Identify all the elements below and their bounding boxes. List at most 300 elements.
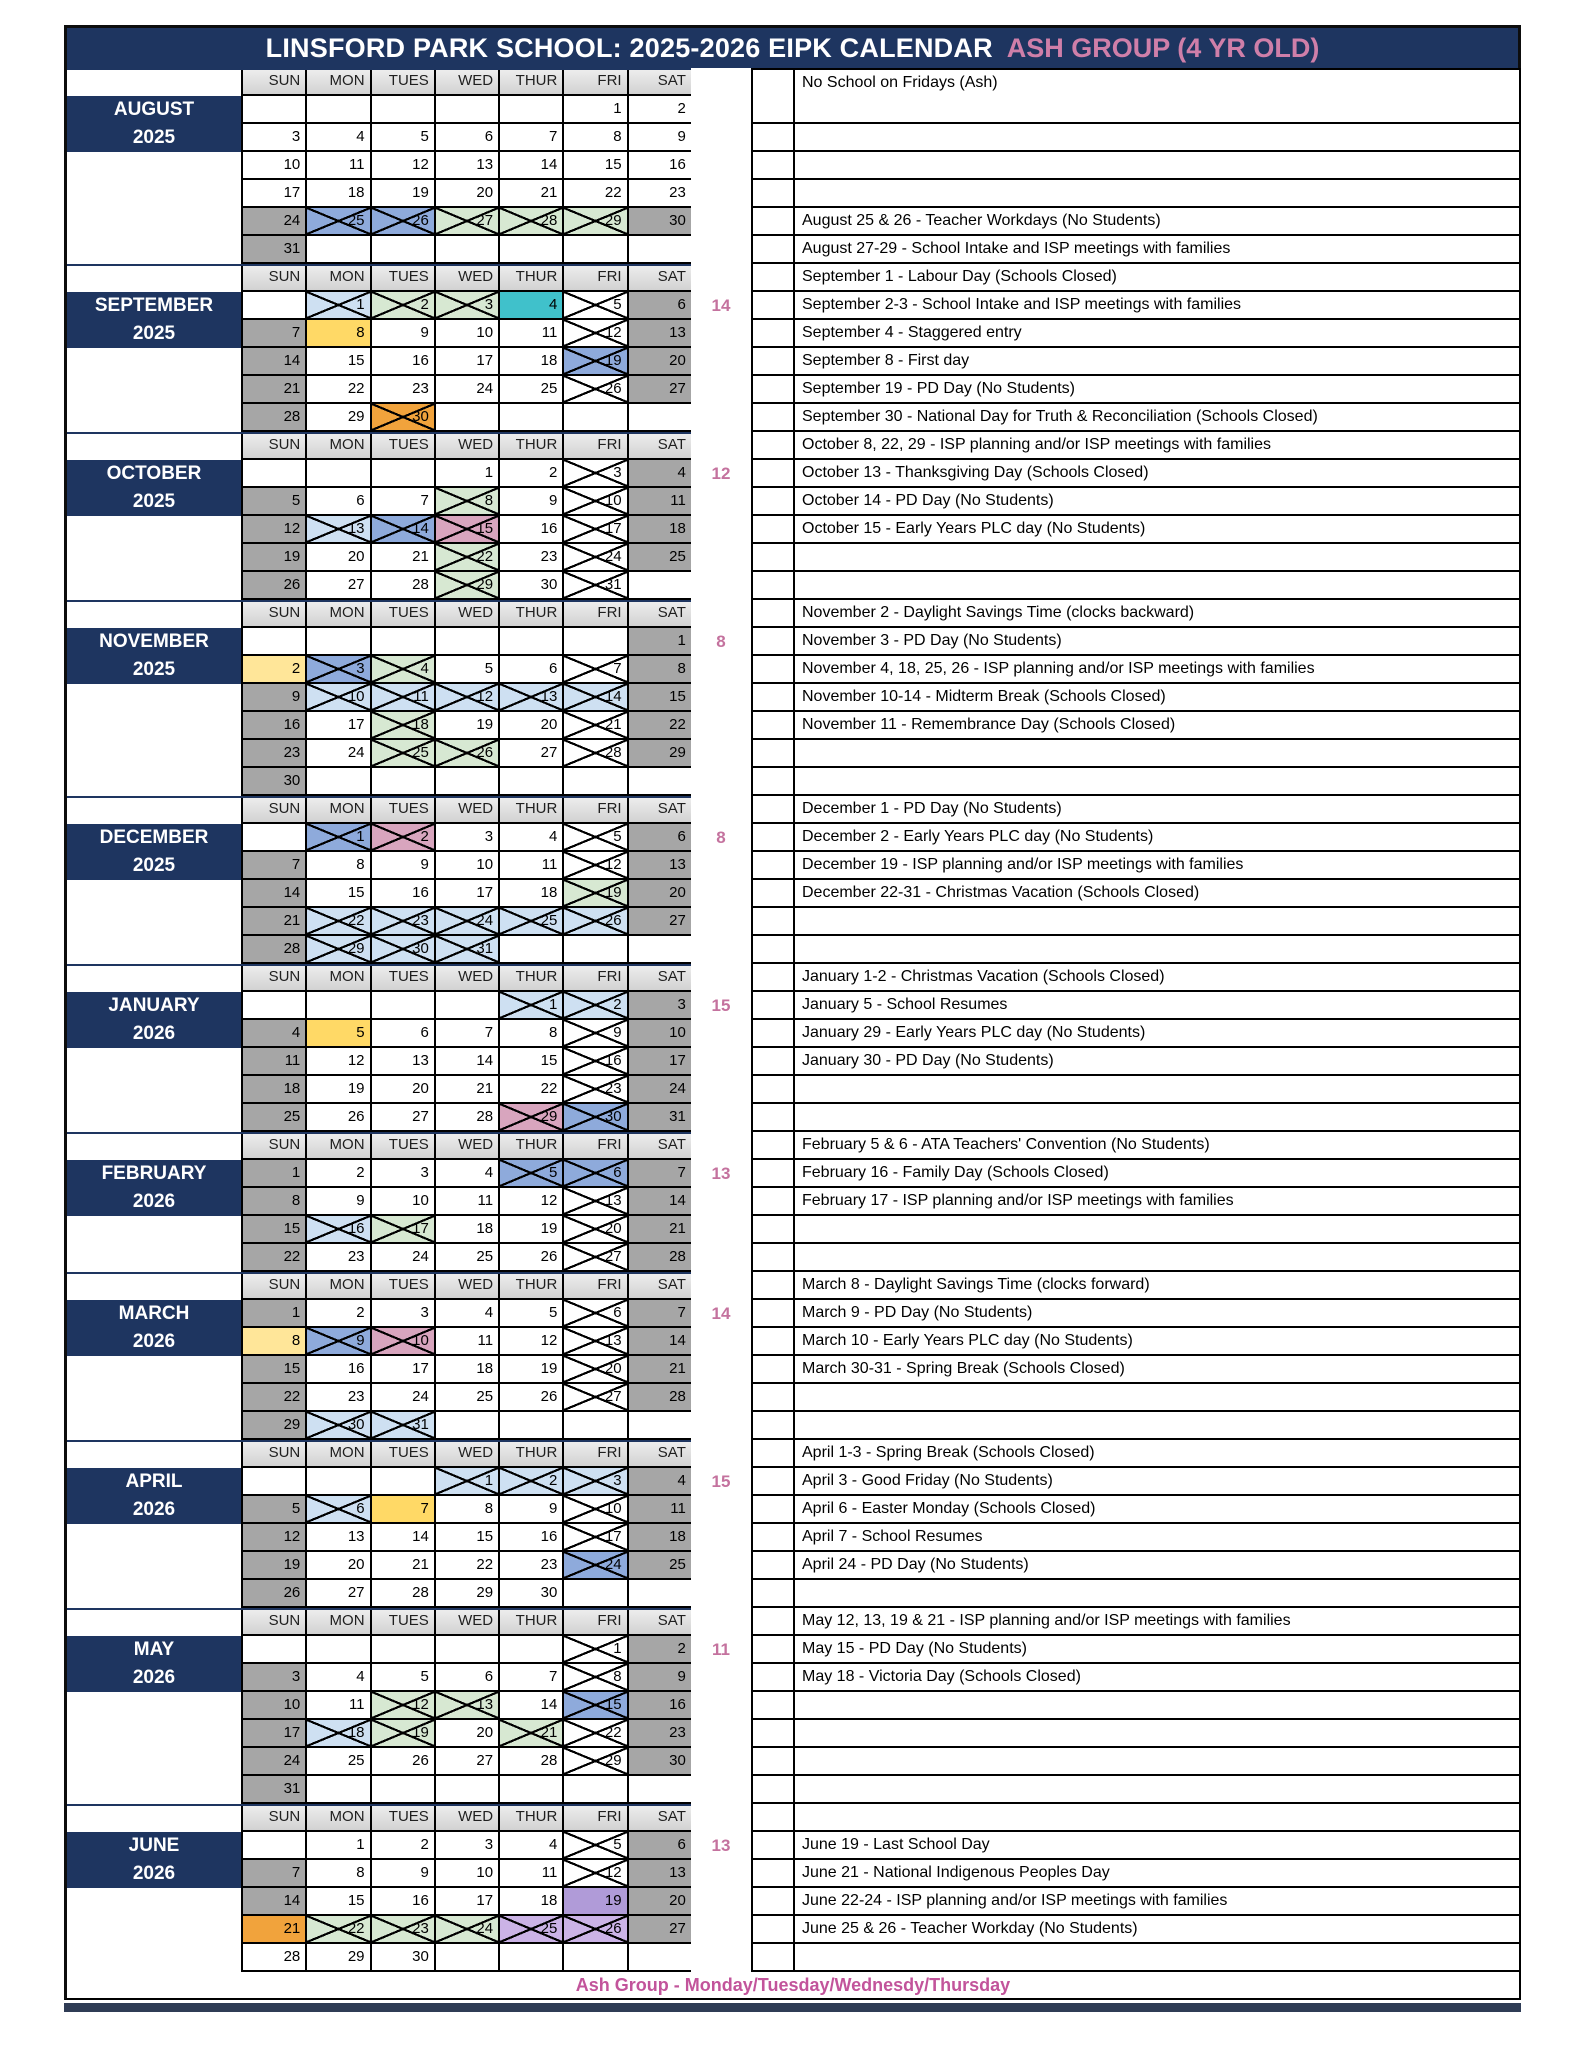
month-name: MARCH <box>118 1303 190 1324</box>
legend-row <box>751 1748 1521 1776</box>
group-title: ASH GROUP (4 YR OLD) <box>1006 32 1320 63</box>
day-header-cell: SAT <box>629 1132 693 1160</box>
day-header-cell: WED <box>436 796 500 824</box>
day-cell: 7 <box>629 1300 693 1328</box>
month-label-november <box>67 628 241 684</box>
day-cell: 15 <box>564 1692 628 1720</box>
day-header-cell: WED <box>436 964 500 992</box>
legend-swatch <box>751 1468 795 1496</box>
week-row <box>243 572 691 600</box>
day-cell: 31 <box>243 1776 307 1804</box>
days-count-col <box>691 964 751 1132</box>
day-cell: 18 <box>500 348 564 376</box>
day-cell: 16 <box>243 712 307 740</box>
week-row <box>243 516 691 544</box>
week-row <box>243 1580 691 1608</box>
day-cell: 6 <box>564 1300 628 1328</box>
legend-text: No School on Fridays (Ash) <box>795 68 1521 98</box>
day-header-row <box>243 964 691 992</box>
legend-row <box>751 684 1521 712</box>
legend-text: December 1 - PD Day (No Students) <box>795 796 1521 824</box>
day-cell: 15 <box>307 348 371 376</box>
day-cell: 30 <box>500 572 564 600</box>
legend-text-empty <box>795 1776 1521 1804</box>
legend-row <box>751 488 1521 516</box>
day-header-cell: FRI <box>564 600 628 628</box>
day-header-cell: SUN <box>243 68 307 96</box>
week-row <box>243 908 691 936</box>
day-cell: 18 <box>629 516 693 544</box>
day-cell: 30 <box>243 768 307 796</box>
legend-swatch <box>751 1524 795 1552</box>
legend-row <box>751 1216 1521 1244</box>
month-year: 2025 <box>132 127 176 148</box>
empty-day-cell <box>372 96 436 124</box>
week-row <box>243 1496 691 1524</box>
day-cell: 24 <box>436 1916 500 1944</box>
legend-text: April 6 - Easter Monday (Schools Closed) <box>795 1496 1521 1524</box>
day-cell: 8 <box>500 1020 564 1048</box>
day-header-cell: SUN <box>243 432 307 460</box>
legend-swatch <box>751 1300 795 1328</box>
legend-text-empty <box>795 1244 1521 1272</box>
week-row <box>243 376 691 404</box>
week-row <box>243 1636 691 1664</box>
legend-swatch <box>751 1188 795 1216</box>
school-days-count: 8 <box>716 828 726 847</box>
school-days-count: 15 <box>711 1472 731 1491</box>
week-row <box>243 1384 691 1412</box>
day-cell: 10 <box>307 684 371 712</box>
month-year: 2026 <box>132 1191 176 1212</box>
day-header-cell: THUR <box>500 600 564 628</box>
legend-row <box>751 208 1521 236</box>
legend-row <box>751 740 1521 768</box>
day-cell: 7 <box>243 852 307 880</box>
day-header-cell: TUES <box>372 1608 436 1636</box>
legend-row <box>751 96 1521 124</box>
day-cell: 21 <box>500 1720 564 1748</box>
legend-col <box>751 1804 1521 1972</box>
day-cell: 5 <box>372 1664 436 1692</box>
day-cell: 19 <box>500 1356 564 1384</box>
week-row <box>243 488 691 516</box>
day-header-cell: MON <box>307 1440 371 1468</box>
legend-row <box>751 1580 1521 1608</box>
month-label-april <box>67 1468 241 1524</box>
day-cell: 20 <box>307 1552 371 1580</box>
day-header-cell: WED <box>436 432 500 460</box>
day-cell: 16 <box>500 516 564 544</box>
week-row <box>243 1188 691 1216</box>
day-cell: 29 <box>307 936 371 964</box>
days-count-col <box>691 1804 751 1972</box>
day-cell: 12 <box>564 320 628 348</box>
month-year: 2026 <box>132 1863 176 1884</box>
legend-swatch-empty <box>751 124 795 152</box>
legend-swatch <box>751 320 795 348</box>
week-row <box>243 152 691 180</box>
week-row <box>243 1748 691 1776</box>
legend-row <box>751 796 1521 824</box>
week-row <box>243 404 691 432</box>
day-cell: 20 <box>436 180 500 208</box>
legend-row <box>751 1020 1521 1048</box>
legend-swatch-empty <box>751 1748 795 1776</box>
day-header-cell: MON <box>307 796 371 824</box>
legend-swatch-empty <box>751 1944 795 1972</box>
legend-swatch <box>751 236 795 264</box>
empty-day-cell <box>564 768 628 796</box>
day-header-cell: SUN <box>243 264 307 292</box>
day-cell: 10 <box>629 1020 693 1048</box>
legend-text: September 19 - PD Day (No Students) <box>795 376 1521 404</box>
school-days-count: 8 <box>716 632 726 651</box>
days-count-col <box>691 264 751 432</box>
legend-swatch <box>751 880 795 908</box>
day-cell: 16 <box>629 1692 693 1720</box>
day-cell: 22 <box>243 1384 307 1412</box>
empty-day-cell <box>629 1412 693 1440</box>
day-cell: 15 <box>436 516 500 544</box>
day-cell: 18 <box>372 712 436 740</box>
day-cell: 10 <box>243 152 307 180</box>
empty-day-cell <box>436 96 500 124</box>
day-cell: 7 <box>243 320 307 348</box>
day-cell: 29 <box>307 404 371 432</box>
day-cell: 23 <box>564 1076 628 1104</box>
legend-swatch-empty <box>751 740 795 768</box>
day-cell: 2 <box>500 1468 564 1496</box>
day-cell: 8 <box>629 656 693 684</box>
day-cell: 14 <box>500 1692 564 1720</box>
day-cell: 18 <box>243 1076 307 1104</box>
day-cell: 10 <box>243 1692 307 1720</box>
day-cell: 31 <box>372 1412 436 1440</box>
day-cell: 2 <box>500 460 564 488</box>
legend-swatch-empty <box>751 1244 795 1272</box>
month-label-col <box>67 68 241 264</box>
legend-text: January 29 - Early Years PLC day (No Students) <box>795 1020 1521 1048</box>
day-cell: 2 <box>307 1300 371 1328</box>
day-cell: 9 <box>372 852 436 880</box>
day-cell: 18 <box>307 180 371 208</box>
empty-day-cell <box>372 768 436 796</box>
day-cell: 20 <box>564 1356 628 1384</box>
day-cell: 2 <box>243 656 307 684</box>
day-header-cell: SUN <box>243 600 307 628</box>
day-cell: 25 <box>243 1104 307 1132</box>
month-section-august <box>67 68 1521 264</box>
legend-text: November 10-14 - Midterm Break (Schools Closed) <box>795 684 1521 712</box>
legend-row <box>751 1300 1521 1328</box>
month-label-december <box>67 824 241 880</box>
legend-text-empty <box>795 768 1521 796</box>
legend-swatch <box>751 1048 795 1076</box>
day-cell: 30 <box>307 1412 371 1440</box>
week-row <box>243 1160 691 1188</box>
month-label-col <box>67 1132 241 1272</box>
month-name: JANUARY <box>108 995 200 1016</box>
day-cell: 1 <box>307 1832 371 1860</box>
legend-text: September 4 - Staggered entry <box>795 320 1521 348</box>
legend-col <box>751 1132 1521 1272</box>
empty-day-cell <box>243 1468 307 1496</box>
legend-text: December 19 - ISP planning and/or ISP meetings with families <box>795 852 1521 880</box>
day-cell: 15 <box>307 880 371 908</box>
day-header-cell: MON <box>307 1608 371 1636</box>
day-cell: 4 <box>307 124 371 152</box>
day-cell: 19 <box>564 1888 628 1916</box>
day-cell: 21 <box>243 376 307 404</box>
days-count-col <box>691 1132 751 1272</box>
legend-swatch <box>751 1916 795 1944</box>
day-cell: 24 <box>307 740 371 768</box>
month-calendar-april <box>241 1440 691 1608</box>
day-cell: 19 <box>564 880 628 908</box>
day-header-cell: WED <box>436 68 500 96</box>
week-row <box>243 1944 691 1972</box>
school-days-count: 12 <box>711 464 731 483</box>
school-days-count: 14 <box>711 296 731 315</box>
legend-row <box>751 852 1521 880</box>
legend-swatch <box>751 1272 795 1300</box>
month-year: 2025 <box>132 323 176 344</box>
days-count-col <box>691 1608 751 1804</box>
day-cell: 14 <box>629 1328 693 1356</box>
day-cell: 13 <box>564 1328 628 1356</box>
empty-day-cell <box>243 292 307 320</box>
day-cell: 24 <box>243 1748 307 1776</box>
page-title: LINSFORD PARK SCHOOL: 2025-2026 EIPK CALENDAR <box>265 32 993 63</box>
empty-day-cell <box>307 236 371 264</box>
legend-text: January 30 - PD Day (No Students) <box>795 1048 1521 1076</box>
legend-swatch <box>751 376 795 404</box>
day-cell: 22 <box>436 544 500 572</box>
day-cell: 10 <box>564 488 628 516</box>
legend-row <box>751 124 1521 152</box>
empty-day-cell <box>564 1776 628 1804</box>
legend-text-empty <box>795 1216 1521 1244</box>
day-cell: 3 <box>372 1160 436 1188</box>
day-header-cell: THUR <box>500 1132 564 1160</box>
day-header-cell: SAT <box>629 1608 693 1636</box>
day-cell: 13 <box>436 152 500 180</box>
legend-swatch <box>751 432 795 460</box>
day-cell: 6 <box>436 124 500 152</box>
day-cell: 27 <box>307 572 371 600</box>
days-count-col <box>691 432 751 600</box>
month-label-october <box>67 460 241 516</box>
month-calendar-november <box>241 600 691 796</box>
month-label-col <box>67 1804 241 1972</box>
day-cell: 29 <box>307 1944 371 1972</box>
empty-day-cell <box>500 404 564 432</box>
day-cell: 17 <box>564 1524 628 1552</box>
day-cell: 23 <box>500 544 564 572</box>
day-cell: 24 <box>564 544 628 572</box>
week-row <box>243 1020 691 1048</box>
day-cell: 1 <box>564 1636 628 1664</box>
legend-text: January 5 - School Resumes <box>795 992 1521 1020</box>
day-cell: 12 <box>564 852 628 880</box>
day-cell: 13 <box>629 1860 693 1888</box>
day-cell: 26 <box>500 1384 564 1412</box>
day-cell: 11 <box>629 488 693 516</box>
legend-swatch <box>751 488 795 516</box>
legend-text: March 8 - Daylight Savings Time (clocks forward) <box>795 1272 1521 1300</box>
month-calendar-february <box>241 1132 691 1272</box>
legend-text: April 7 - School Resumes <box>795 1524 1521 1552</box>
day-header-cell: SUN <box>243 1804 307 1832</box>
day-cell: 7 <box>436 1020 500 1048</box>
day-cell: 7 <box>629 1160 693 1188</box>
day-cell: 13 <box>307 1524 371 1552</box>
day-cell: 22 <box>629 712 693 740</box>
month-section-november <box>67 600 1521 796</box>
month-calendar-may <box>241 1608 691 1804</box>
day-header-cell: THUR <box>500 1272 564 1300</box>
day-cell: 29 <box>436 1580 500 1608</box>
day-cell: 6 <box>307 488 371 516</box>
day-cell: 29 <box>564 208 628 236</box>
legend-text-empty <box>795 544 1521 572</box>
legend-row <box>751 180 1521 208</box>
day-cell: 1 <box>500 992 564 1020</box>
day-cell: 25 <box>307 208 371 236</box>
month-year: 2026 <box>132 1023 176 1044</box>
day-cell: 1 <box>243 1300 307 1328</box>
legend-row <box>751 628 1521 656</box>
day-cell: 11 <box>436 1328 500 1356</box>
legend-swatch <box>751 824 795 852</box>
day-cell: 21 <box>564 712 628 740</box>
day-cell: 14 <box>372 1524 436 1552</box>
day-header-cell: FRI <box>564 1272 628 1300</box>
day-cell: 10 <box>436 852 500 880</box>
legend-swatch <box>751 516 795 544</box>
week-row <box>243 1664 691 1692</box>
legend-swatch-empty <box>751 1776 795 1804</box>
day-cell: 12 <box>243 1524 307 1552</box>
week-row <box>243 180 691 208</box>
day-header-cell: TUES <box>372 432 436 460</box>
day-cell: 8 <box>564 124 628 152</box>
day-cell: 12 <box>436 684 500 712</box>
day-cell: 8 <box>564 1664 628 1692</box>
month-year: 2026 <box>132 1667 176 1688</box>
legend-swatch <box>751 1888 795 1916</box>
day-cell: 6 <box>307 1496 371 1524</box>
empty-day-cell <box>372 628 436 656</box>
day-header-cell: SAT <box>629 432 693 460</box>
day-header-cell: FRI <box>564 796 628 824</box>
day-cell: 17 <box>372 1216 436 1244</box>
day-cell: 9 <box>307 1328 371 1356</box>
day-cell: 17 <box>564 516 628 544</box>
legend-text: August 25 & 26 - Teacher Workdays (No Students) <box>795 208 1521 236</box>
legend-row <box>751 1916 1521 1944</box>
day-cell: 20 <box>629 348 693 376</box>
day-cell: 3 <box>243 124 307 152</box>
legend-text: June 21 - National Indigenous Peoples Day <box>795 1860 1521 1888</box>
week-row <box>243 1300 691 1328</box>
day-header-cell: THUR <box>500 264 564 292</box>
day-header-cell: WED <box>436 600 500 628</box>
day-cell: 9 <box>372 1860 436 1888</box>
legend-col <box>751 964 1521 1132</box>
day-cell: 14 <box>564 684 628 712</box>
month-label-january <box>67 992 241 1048</box>
day-header-cell: SUN <box>243 1272 307 1300</box>
legend-swatch <box>751 264 795 292</box>
legend-swatch <box>751 1664 795 1692</box>
legend-row <box>751 1664 1521 1692</box>
legend-text-empty <box>795 1104 1521 1132</box>
month-label-col <box>67 1440 241 1608</box>
day-cell: 5 <box>436 656 500 684</box>
legend-swatch <box>751 1860 795 1888</box>
legend-row <box>751 1188 1521 1216</box>
legend-swatch <box>751 1608 795 1636</box>
week-row <box>243 1524 691 1552</box>
day-cell: 19 <box>436 712 500 740</box>
legend-row <box>751 1552 1521 1580</box>
day-cell: 16 <box>372 1888 436 1916</box>
day-cell: 20 <box>629 1888 693 1916</box>
day-cell: 17 <box>243 180 307 208</box>
legend-swatch <box>751 796 795 824</box>
day-header-cell: TUES <box>372 68 436 96</box>
day-cell: 5 <box>500 1300 564 1328</box>
day-cell: 10 <box>436 1860 500 1888</box>
day-cell: 1 <box>629 628 693 656</box>
day-cell: 20 <box>629 880 693 908</box>
week-row <box>243 852 691 880</box>
empty-day-cell <box>629 936 693 964</box>
empty-day-cell <box>243 824 307 852</box>
day-cell: 26 <box>564 908 628 936</box>
week-row <box>243 1048 691 1076</box>
day-header-cell: TUES <box>372 1804 436 1832</box>
legend-swatch-empty <box>751 1412 795 1440</box>
day-cell: 8 <box>307 852 371 880</box>
day-cell: 18 <box>436 1356 500 1384</box>
day-cell: 20 <box>372 1076 436 1104</box>
day-header-cell: SAT <box>629 796 693 824</box>
day-cell: 28 <box>243 404 307 432</box>
month-year: 2026 <box>132 1499 176 1520</box>
legend-row <box>751 824 1521 852</box>
day-cell: 8 <box>243 1328 307 1356</box>
days-count-col <box>691 68 751 264</box>
day-cell: 28 <box>500 1748 564 1776</box>
day-cell: 9 <box>372 320 436 348</box>
legend-text: April 24 - PD Day (No Students) <box>795 1552 1521 1580</box>
day-cell: 7 <box>500 1664 564 1692</box>
empty-day-cell <box>372 1636 436 1664</box>
empty-day-cell <box>243 460 307 488</box>
legend-row <box>751 1384 1521 1412</box>
day-cell: 23 <box>629 180 693 208</box>
day-cell: 28 <box>564 740 628 768</box>
day-cell: 22 <box>436 1552 500 1580</box>
day-cell: 13 <box>307 516 371 544</box>
day-cell: 23 <box>372 376 436 404</box>
week-row <box>243 824 691 852</box>
day-cell: 17 <box>243 1720 307 1748</box>
day-cell: 17 <box>436 1888 500 1916</box>
